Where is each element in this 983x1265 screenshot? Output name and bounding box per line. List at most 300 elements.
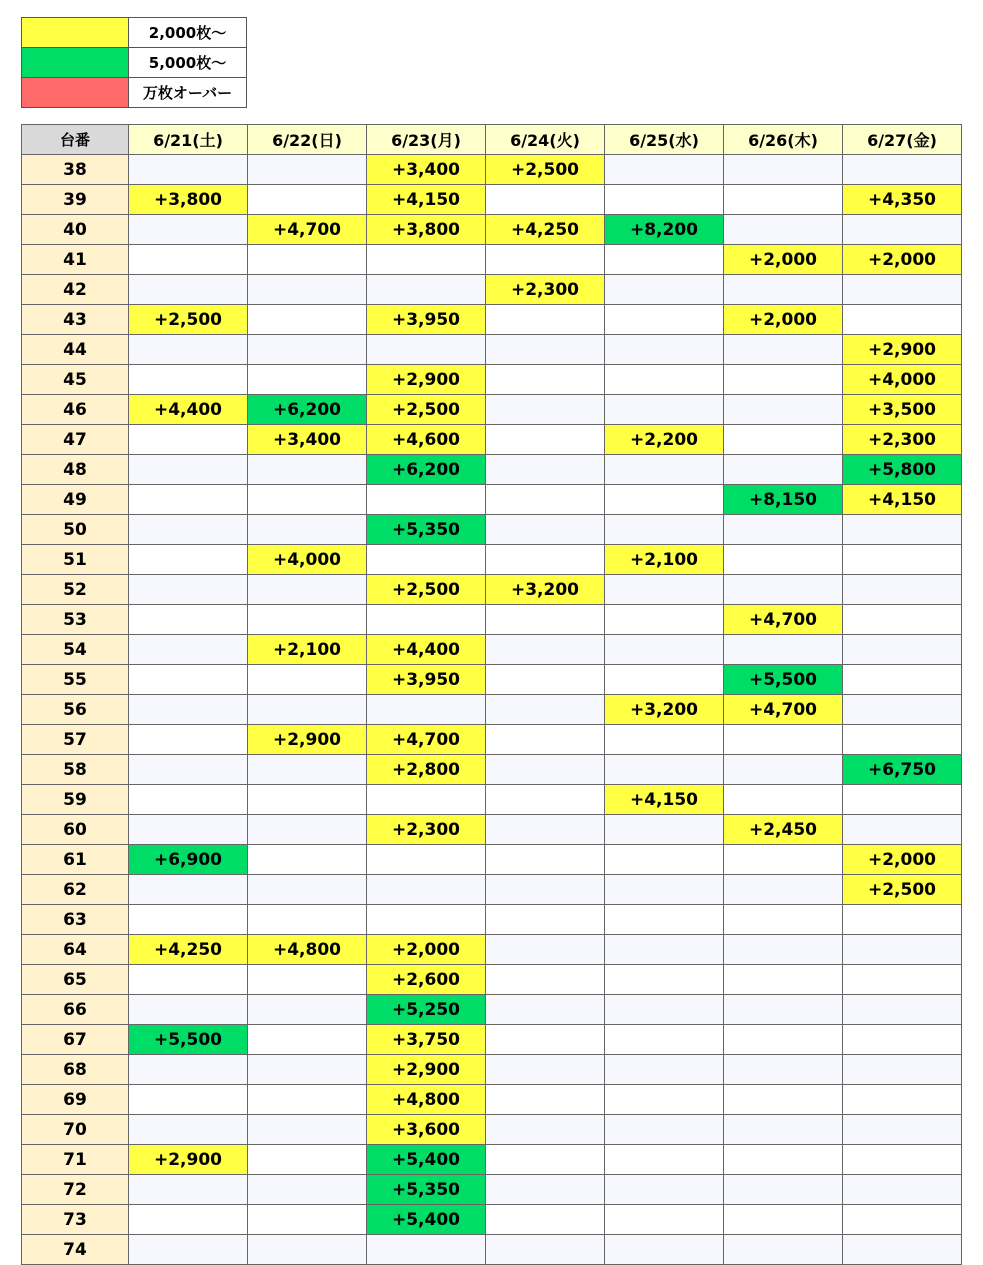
result-cell <box>367 245 486 275</box>
result-cell <box>248 1175 367 1205</box>
machine-number: 57 <box>22 725 129 755</box>
table-row <box>22 1025 962 1055</box>
result-cell <box>605 905 724 935</box>
result-cell <box>129 995 248 1025</box>
result-cell <box>605 1055 724 1085</box>
result-cell <box>724 1055 843 1085</box>
table-row <box>22 665 962 695</box>
result-cell <box>248 965 367 995</box>
table-row <box>22 1055 962 1085</box>
result-cell <box>367 1235 486 1265</box>
result-cell <box>486 935 605 965</box>
machine-number: 56 <box>22 695 129 725</box>
result-cell <box>486 965 605 995</box>
result-cell <box>248 485 367 515</box>
result-cell <box>843 1235 962 1265</box>
result-cell: +2,500 <box>129 305 248 335</box>
result-cell <box>605 245 724 275</box>
result-cell <box>843 1175 962 1205</box>
machine-number: 47 <box>22 425 129 455</box>
date-header: 6/25(水) <box>605 125 724 155</box>
result-cell <box>843 1055 962 1085</box>
result-cell: +2,900 <box>129 1145 248 1175</box>
table-row <box>22 335 962 365</box>
result-cell <box>724 725 843 755</box>
result-cell <box>486 485 605 515</box>
result-cell <box>724 875 843 905</box>
result-cell <box>486 1055 605 1085</box>
result-cell <box>724 365 843 395</box>
result-cell <box>843 995 962 1025</box>
machine-number: 69 <box>22 1085 129 1115</box>
table-row <box>22 455 962 485</box>
legend-row <box>22 78 247 108</box>
result-cell: +2,450 <box>724 815 843 845</box>
result-cell: +4,400 <box>129 395 248 425</box>
result-cell <box>724 755 843 785</box>
table-row <box>22 815 962 845</box>
machine-number: 59 <box>22 785 129 815</box>
result-cell: +6,200 <box>248 395 367 425</box>
color-legend <box>21 17 247 108</box>
result-cell <box>843 215 962 245</box>
result-cell <box>486 815 605 845</box>
result-cell <box>248 275 367 305</box>
table-row <box>22 1145 962 1175</box>
result-cell <box>248 575 367 605</box>
result-cell <box>129 755 248 785</box>
table-row <box>22 1115 962 1145</box>
result-cell <box>605 1115 724 1145</box>
result-cell <box>605 725 724 755</box>
result-cell: +2,800 <box>367 755 486 785</box>
result-cell: +3,200 <box>486 575 605 605</box>
result-cell <box>724 1145 843 1175</box>
result-cell <box>605 1235 724 1265</box>
result-cell <box>486 905 605 935</box>
result-cell: +3,400 <box>248 425 367 455</box>
result-cell <box>486 425 605 455</box>
result-cell <box>843 1085 962 1115</box>
result-cell: +2,000 <box>843 245 962 275</box>
result-cell <box>843 575 962 605</box>
machine-number: 65 <box>22 965 129 995</box>
result-cell <box>724 845 843 875</box>
result-cell <box>248 665 367 695</box>
table-row <box>22 575 962 605</box>
result-cell <box>843 695 962 725</box>
result-cell <box>605 185 724 215</box>
result-cell <box>129 695 248 725</box>
date-header: 6/24(火) <box>486 125 605 155</box>
result-cell: +4,000 <box>843 365 962 395</box>
result-cell: +4,250 <box>486 215 605 245</box>
result-cell <box>248 155 367 185</box>
result-cell: +3,750 <box>367 1025 486 1055</box>
date-header: 6/26(木) <box>724 125 843 155</box>
machine-number: 58 <box>22 755 129 785</box>
result-cell: +6,900 <box>129 845 248 875</box>
result-cell <box>367 905 486 935</box>
result-cell <box>843 1115 962 1145</box>
table-row <box>22 965 962 995</box>
table-row <box>22 185 962 215</box>
result-cell <box>605 1205 724 1235</box>
result-cell <box>605 335 724 365</box>
result-cell: +4,150 <box>605 785 724 815</box>
result-cell <box>248 605 367 635</box>
result-cell: +3,400 <box>367 155 486 185</box>
result-cell: +2,500 <box>367 395 486 425</box>
result-cell <box>724 215 843 245</box>
table-row <box>22 305 962 335</box>
result-cell <box>843 1205 962 1235</box>
result-cell: +8,200 <box>605 215 724 245</box>
result-cell <box>843 1025 962 1055</box>
legend-swatch-red <box>22 78 129 108</box>
result-cell: +4,800 <box>248 935 367 965</box>
result-cell <box>486 185 605 215</box>
result-cell <box>605 395 724 425</box>
date-header: 6/27(金) <box>843 125 962 155</box>
date-header: 6/22(日) <box>248 125 367 155</box>
result-cell <box>129 665 248 695</box>
result-cell <box>843 1145 962 1175</box>
result-cell: +2,600 <box>367 965 486 995</box>
result-cell <box>605 1025 724 1055</box>
result-cell <box>724 155 843 185</box>
result-cell <box>486 635 605 665</box>
legend-row <box>22 18 247 48</box>
result-cell: +5,350 <box>367 515 486 545</box>
table-row <box>22 755 962 785</box>
legend-label: 万枚オーバー <box>129 78 247 108</box>
result-cell: +4,700 <box>248 215 367 245</box>
machine-number: 67 <box>22 1025 129 1055</box>
result-cell <box>129 1055 248 1085</box>
table-row <box>22 365 962 395</box>
table-row <box>22 485 962 515</box>
table-row <box>22 845 962 875</box>
result-cell <box>843 155 962 185</box>
result-cell <box>248 1235 367 1265</box>
machine-number-header: 台番 <box>22 125 129 155</box>
result-cell <box>605 1145 724 1175</box>
machine-number: 74 <box>22 1235 129 1265</box>
result-cell <box>843 935 962 965</box>
result-cell: +4,150 <box>367 185 486 215</box>
machine-number: 72 <box>22 1175 129 1205</box>
result-cell <box>724 425 843 455</box>
result-cell <box>248 1085 367 1115</box>
result-cell: +2,300 <box>486 275 605 305</box>
result-cell <box>486 545 605 575</box>
result-cell: +3,500 <box>843 395 962 425</box>
result-cell <box>843 815 962 845</box>
result-cell: +4,800 <box>367 1085 486 1115</box>
result-cell: +2,200 <box>605 425 724 455</box>
result-cell <box>605 605 724 635</box>
result-cell <box>605 815 724 845</box>
result-cell: +4,400 <box>367 635 486 665</box>
table-row <box>22 395 962 425</box>
result-cell <box>129 275 248 305</box>
table-row <box>22 1175 962 1205</box>
result-cell <box>605 995 724 1025</box>
result-cell <box>486 1205 605 1235</box>
result-cell <box>724 455 843 485</box>
result-cell <box>843 905 962 935</box>
result-cell <box>248 815 367 845</box>
header-row <box>22 125 962 155</box>
result-cell: +5,250 <box>367 995 486 1025</box>
result-cell <box>605 485 724 515</box>
result-cell <box>129 215 248 245</box>
table-row <box>22 995 962 1025</box>
machine-number: 54 <box>22 635 129 665</box>
table-row <box>22 875 962 905</box>
result-cell <box>129 785 248 815</box>
table-row <box>22 935 962 965</box>
result-cell <box>129 335 248 365</box>
machine-number: 63 <box>22 905 129 935</box>
table-row <box>22 425 962 455</box>
result-cell: +3,950 <box>367 305 486 335</box>
result-cell <box>129 965 248 995</box>
result-cell <box>367 695 486 725</box>
machine-number: 40 <box>22 215 129 245</box>
result-cell: +3,800 <box>367 215 486 245</box>
machine-number: 50 <box>22 515 129 545</box>
result-cell <box>605 275 724 305</box>
result-cell <box>367 485 486 515</box>
result-cell <box>724 185 843 215</box>
machine-number: 70 <box>22 1115 129 1145</box>
result-cell <box>367 545 486 575</box>
result-cell <box>724 935 843 965</box>
date-header: 6/21(土) <box>129 125 248 155</box>
result-cell <box>605 755 724 785</box>
result-cell <box>724 335 843 365</box>
result-cell: +8,150 <box>724 485 843 515</box>
legend-label: 2,000枚～ <box>129 18 247 48</box>
result-cell: +5,350 <box>367 1175 486 1205</box>
result-cell <box>486 305 605 335</box>
result-cell <box>486 515 605 545</box>
result-cell <box>843 515 962 545</box>
machine-number: 60 <box>22 815 129 845</box>
result-cell <box>129 875 248 905</box>
result-cell <box>605 305 724 335</box>
date-header: 6/23(月) <box>367 125 486 155</box>
result-cell <box>367 605 486 635</box>
result-cell <box>724 995 843 1025</box>
result-cell <box>129 545 248 575</box>
result-cell: +5,500 <box>129 1025 248 1055</box>
result-cell <box>486 1085 605 1115</box>
result-cell: +4,600 <box>367 425 486 455</box>
result-cell <box>367 785 486 815</box>
table-row <box>22 635 962 665</box>
result-cell <box>248 1025 367 1055</box>
machine-number: 53 <box>22 605 129 635</box>
result-cell <box>605 965 724 995</box>
result-cell <box>724 1205 843 1235</box>
machine-number: 61 <box>22 845 129 875</box>
result-cell <box>486 335 605 365</box>
table-row <box>22 905 962 935</box>
result-cell <box>724 965 843 995</box>
result-cell <box>605 575 724 605</box>
machine-number: 73 <box>22 1205 129 1235</box>
machine-number: 44 <box>22 335 129 365</box>
legend-swatch-green <box>22 48 129 78</box>
legend-swatch-yellow <box>22 18 129 48</box>
result-cell <box>248 845 367 875</box>
result-cell <box>129 575 248 605</box>
result-cell <box>129 1235 248 1265</box>
result-cell: +5,400 <box>367 1145 486 1175</box>
result-cell: +4,350 <box>843 185 962 215</box>
result-cell: +4,700 <box>724 695 843 725</box>
result-cell <box>248 515 367 545</box>
table-row <box>22 725 962 755</box>
result-cell: +2,000 <box>724 245 843 275</box>
result-cell <box>605 365 724 395</box>
result-cell <box>486 605 605 635</box>
result-cell <box>605 155 724 185</box>
result-cell <box>605 1085 724 1115</box>
result-cell <box>129 815 248 845</box>
result-cell: +4,700 <box>724 605 843 635</box>
result-cell <box>724 1115 843 1145</box>
table-row <box>22 245 962 275</box>
result-cell: +3,950 <box>367 665 486 695</box>
result-cell <box>248 695 367 725</box>
result-cell: +3,800 <box>129 185 248 215</box>
result-cell <box>248 905 367 935</box>
result-cell <box>843 605 962 635</box>
machine-number: 49 <box>22 485 129 515</box>
table-row <box>22 785 962 815</box>
result-cell <box>724 575 843 605</box>
result-cell: +2,000 <box>367 935 486 965</box>
table-row <box>22 695 962 725</box>
result-cell <box>248 335 367 365</box>
result-cell: +3,200 <box>605 695 724 725</box>
result-cell <box>724 395 843 425</box>
result-cell <box>129 245 248 275</box>
result-cell <box>843 725 962 755</box>
result-cell <box>724 515 843 545</box>
machine-number: 62 <box>22 875 129 905</box>
result-cell <box>129 365 248 395</box>
result-cell <box>724 905 843 935</box>
result-cell <box>605 935 724 965</box>
result-cell <box>486 1235 605 1265</box>
table-row <box>22 1205 962 1235</box>
result-cell <box>486 725 605 755</box>
result-cell <box>605 845 724 875</box>
result-cell <box>129 635 248 665</box>
machine-number: 48 <box>22 455 129 485</box>
result-cell: +2,300 <box>367 815 486 845</box>
table-row <box>22 215 962 245</box>
result-cell <box>486 875 605 905</box>
result-cell <box>486 455 605 485</box>
result-cell <box>248 245 367 275</box>
result-cell <box>248 1055 367 1085</box>
result-cell: +3,600 <box>367 1115 486 1145</box>
result-cell <box>486 755 605 785</box>
result-cell <box>129 1175 248 1205</box>
machine-number: 38 <box>22 155 129 185</box>
table-row <box>22 545 962 575</box>
machine-number: 51 <box>22 545 129 575</box>
result-cell <box>724 1085 843 1115</box>
result-cell <box>129 605 248 635</box>
result-cell <box>724 1175 843 1205</box>
result-cell <box>605 1175 724 1205</box>
result-cell: +2,900 <box>367 365 486 395</box>
table-row <box>22 515 962 545</box>
result-cell <box>724 275 843 305</box>
result-cell: +2,000 <box>843 845 962 875</box>
result-cell <box>248 875 367 905</box>
result-cell <box>129 1205 248 1235</box>
result-cell <box>129 905 248 935</box>
result-cell <box>486 665 605 695</box>
result-cell <box>486 1115 605 1145</box>
result-cell <box>486 1175 605 1205</box>
result-cell <box>248 1145 367 1175</box>
table-row <box>22 275 962 305</box>
machine-number: 52 <box>22 575 129 605</box>
result-cell <box>248 365 367 395</box>
legend-label: 5,000枚～ <box>129 48 247 78</box>
result-cell: +2,900 <box>248 725 367 755</box>
machine-number: 71 <box>22 1145 129 1175</box>
result-cell <box>486 1145 605 1175</box>
machine-number: 68 <box>22 1055 129 1085</box>
result-cell <box>486 785 605 815</box>
result-cell: +5,500 <box>724 665 843 695</box>
result-cell: +2,300 <box>843 425 962 455</box>
result-cell: +4,150 <box>843 485 962 515</box>
result-cell: +2,500 <box>367 575 486 605</box>
result-cell <box>129 425 248 455</box>
result-cell <box>129 485 248 515</box>
machine-number: 66 <box>22 995 129 1025</box>
result-cell <box>367 275 486 305</box>
machine-number: 46 <box>22 395 129 425</box>
result-cell <box>248 455 367 485</box>
result-cell: +2,100 <box>248 635 367 665</box>
result-cell <box>486 1025 605 1055</box>
table-row <box>22 605 962 635</box>
table-row <box>22 1085 962 1115</box>
machine-number: 42 <box>22 275 129 305</box>
result-cell <box>486 845 605 875</box>
result-cell: +6,200 <box>367 455 486 485</box>
result-cell: +4,700 <box>367 725 486 755</box>
machine-number: 43 <box>22 305 129 335</box>
result-cell <box>367 875 486 905</box>
result-cell <box>129 515 248 545</box>
result-cell <box>248 995 367 1025</box>
legend-row <box>22 48 247 78</box>
table-row <box>22 1235 962 1265</box>
